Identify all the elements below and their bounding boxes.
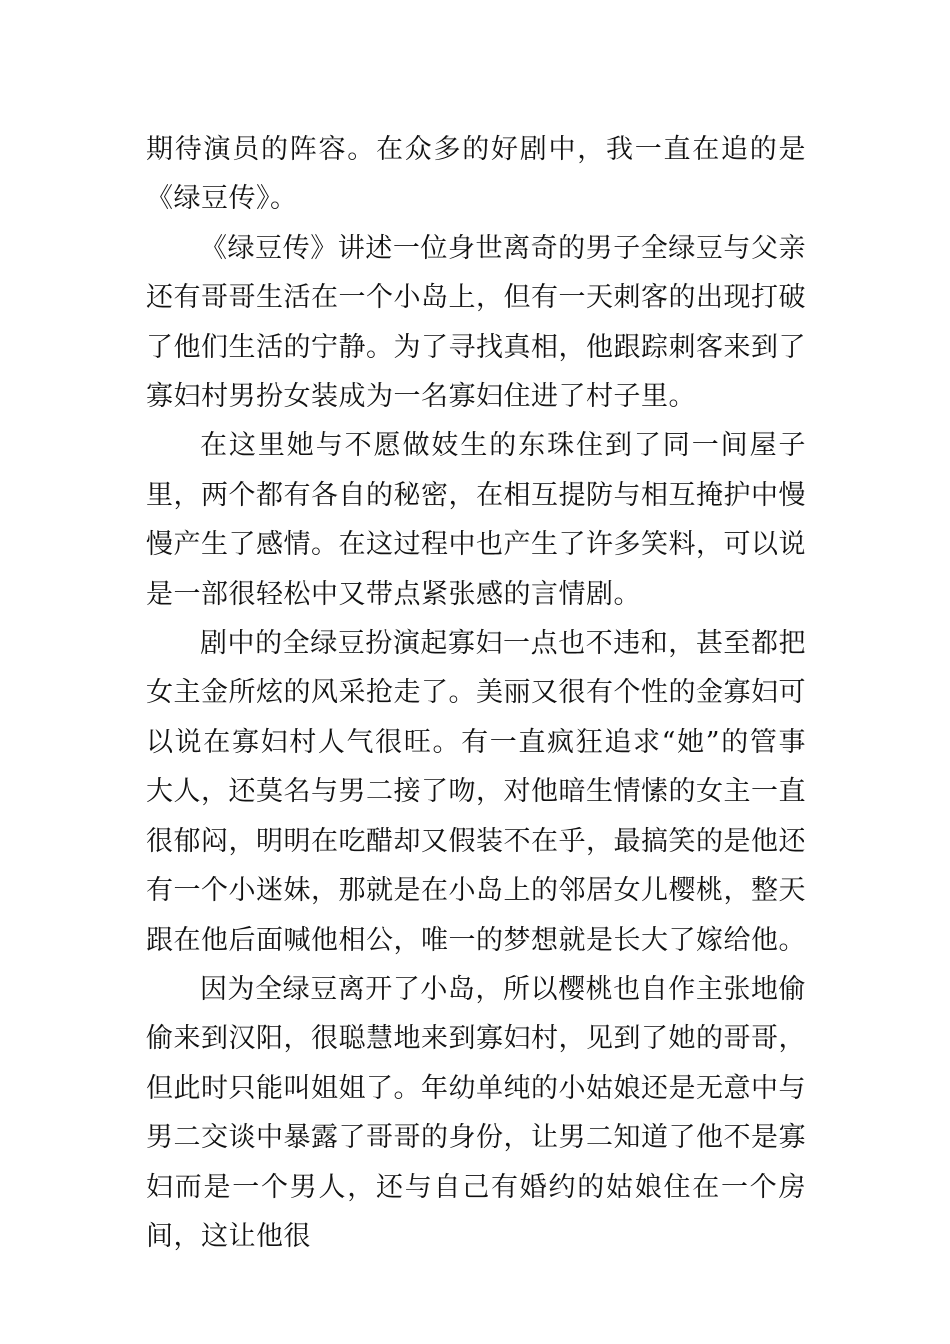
paragraph-1: 期待演员的阵容。在众多的好剧中，我一直在追的是《绿豆传》。	[146, 134, 806, 215]
paragraph-5: 因为全绿豆离开了小岛，所以樱桃也自作主张地偷偷来到汉阳，很聪慧地来到寡妇村，见到了她的哥哥，但此时只能叫姐姐了。年幼单纯的小姑娘还是无意中与男二交谈中暴露了哥哥的身份，让男二知道了他不是寡妇而是一个男人，还与自己有婚约的姑娘住在一个房间，这让他很	[146, 973, 806, 1252]
document-body	[146, 125, 806, 1261]
paragraph-2: 《绿豆传》讲述一位身世离奇的男子全绿豆与父亲还有哥哥生活在一个小岛上，但有一天刺客的出现打破了他们生活的宁静。为了寻找真相，他跟踪刺客来到了寡妇村男扮女装成为一名寡妇住进了村子里。	[146, 232, 806, 413]
paragraph-3: 在这里她与不愿做妓生的东珠住到了同一间屋子里，两个都有各自的秘密，在相互提防与相互掩护中慢慢产生了感情。在这过程中也产生了许多笑料，可以说是一部很轻松中又带点紧张感的言情剧。	[146, 430, 806, 610]
paragraph-4: 剧中的全绿豆扮演起寡妇一点也不违和，甚至都把女主金所炫的风采抢走了。美丽又很有个性的金寡妇可以说在寡妇村人气很旺。有一直疯狂追求“她”的管事大人，还莫名与男二接了吻，对他暗生情愫的女主一直很郁闷，明明在吃醋却又假装不在乎，最搞笑的是他还有一个小迷妹，那就是在小岛上的邻居女儿樱桃，整天跟在他后面喊他相公，唯一的梦想就是长大了嫁给他。	[146, 628, 806, 956]
